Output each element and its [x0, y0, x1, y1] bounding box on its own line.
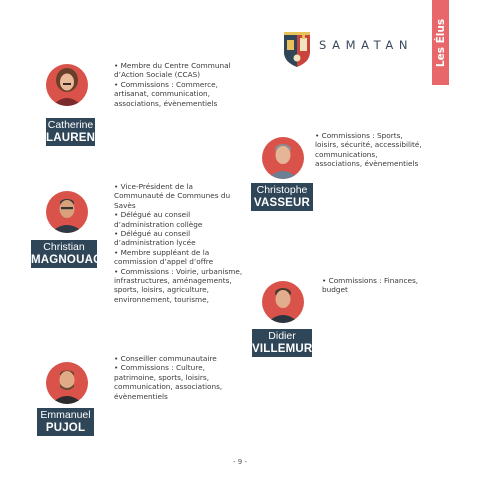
description-line: • Commissions : Sports,	[315, 131, 403, 140]
samatan-crest-icon	[282, 28, 312, 68]
description-line: infrastructures, aménagements,	[114, 276, 232, 286]
description-line: • Délégué au conseil	[114, 229, 191, 239]
namecard-didier	[252, 329, 312, 357]
description-catherine	[114, 61, 231, 108]
description-line: loisirs, sécurité, accessibilité,	[315, 140, 422, 150]
last-name: PUJOL	[45, 421, 86, 434]
last-name: MAGNOUAC	[31, 253, 102, 266]
description-line: • Commissions : Finances,	[322, 276, 419, 285]
description-line: Communauté de Communes du	[114, 191, 231, 201]
last-name: VASSEUR	[253, 196, 311, 209]
last-name: VILLEMUR	[252, 342, 313, 355]
description-line: communications,	[315, 149, 378, 159]
description-line: • Délégué au conseil	[114, 210, 191, 220]
namecard-christophe	[251, 183, 313, 211]
section-tab-label: Les Élus	[434, 18, 447, 67]
portrait-christophe	[262, 137, 304, 179]
first-name: Catherine	[47, 119, 94, 131]
description-line: évènementiels	[114, 391, 168, 401]
first-name: Christian	[43, 241, 85, 253]
description-line: • Commissions : Voirie, urbanisme,	[114, 266, 243, 276]
description-line: environnement, tourisme,	[114, 294, 209, 304]
portrait-emmanuel	[46, 362, 88, 404]
description-emmanuel	[114, 354, 222, 401]
description-line: • Commissions : Culture,	[114, 363, 205, 373]
description-line: • Conseiller communautaire	[114, 354, 217, 363]
section-tab	[432, 0, 449, 85]
description-line: associations, évènementiels	[315, 159, 419, 169]
description-line: • Membre du Centre Communal	[114, 61, 231, 70]
namecard-christian	[31, 240, 102, 268]
namecard-emmanuel	[37, 408, 94, 436]
description-christophe	[315, 131, 422, 169]
description-line: • Vice-Président de la	[114, 182, 193, 191]
first-name: Christophe	[256, 184, 308, 196]
samatan-logo	[282, 28, 422, 70]
first-name: Didier	[268, 330, 296, 342]
description-line: d’administration collège	[114, 219, 203, 229]
description-line: budget	[322, 285, 348, 295]
description-line: sports, loisirs, agriculture,	[114, 285, 209, 295]
page-number: - 9 -	[233, 458, 247, 466]
namecard-catherine	[46, 118, 103, 146]
description-line: d’Action Sociale (CCAS)	[114, 70, 201, 80]
description-line: communication, associations,	[114, 382, 223, 392]
description-line: d’administration lycée	[114, 238, 196, 248]
description-line: commission d’appel d’offre	[114, 257, 214, 267]
description-didier	[322, 276, 418, 295]
logo-wordmark: SAMATAN	[319, 38, 414, 52]
description-line: • Commissions : Commerce,	[114, 79, 218, 89]
portrait-didier	[262, 281, 304, 323]
last-name: LAURENS	[46, 131, 103, 144]
description-line: patrimoine, sports, loisirs,	[114, 372, 210, 382]
description-christian	[114, 182, 242, 304]
description-line: • Membre suppléant de la	[114, 247, 210, 257]
description-line: artisanat, communication,	[114, 89, 210, 99]
portrait-christian	[46, 191, 88, 233]
portrait-catherine	[46, 64, 88, 106]
first-name: Emmanuel	[40, 409, 91, 421]
description-line: Savès	[114, 200, 136, 210]
description-line: associations, évènementiels	[114, 98, 218, 108]
